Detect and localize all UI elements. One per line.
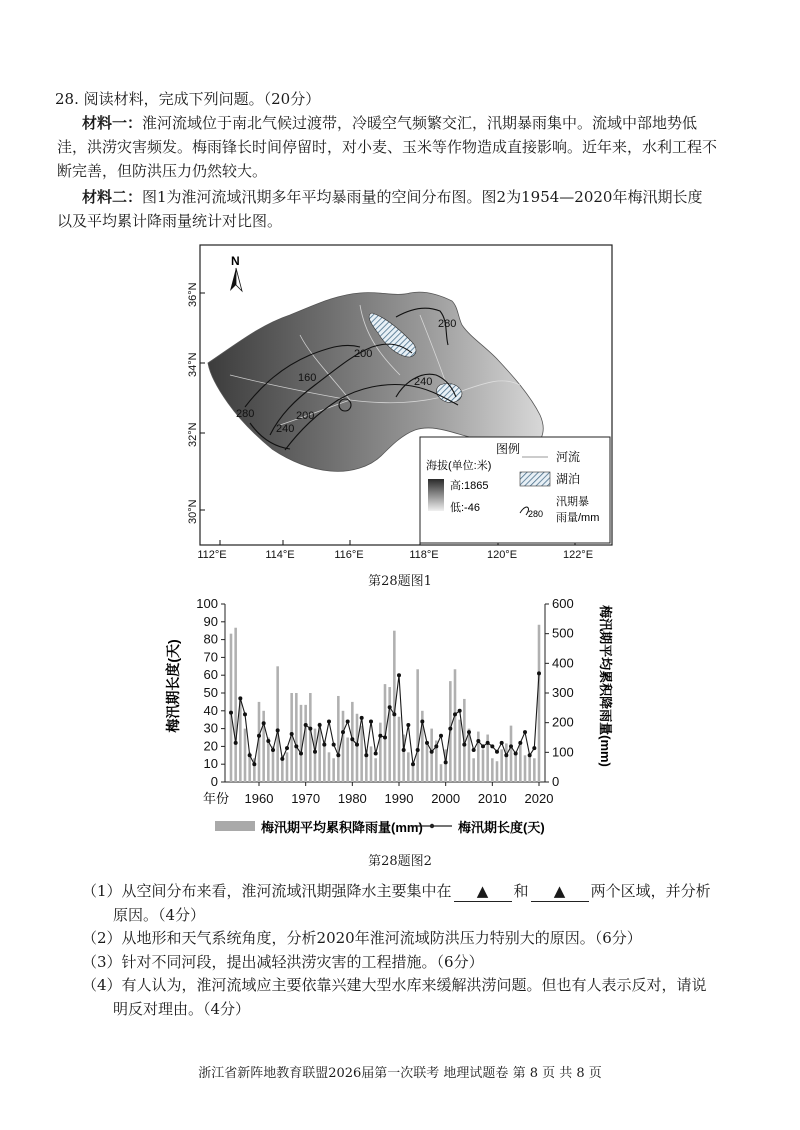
x-tick-label: 2000 <box>431 791 461 806</box>
rainfall-bar <box>300 705 303 782</box>
duration-point <box>500 741 504 745</box>
lon-label: 116°E <box>334 549 364 561</box>
legend-contour-b: 雨量/mm <box>556 512 600 524</box>
duration-point <box>378 734 382 738</box>
rainfall-bar <box>323 740 326 782</box>
rainfall-bar <box>538 625 541 782</box>
x-axis-label: 年份 <box>203 791 230 806</box>
answer-blank-2[interactable] <box>531 881 589 902</box>
contour-label: 200 <box>354 348 373 360</box>
legend-contour-a: 汛期暴 <box>556 496 589 508</box>
duration-point <box>262 721 266 725</box>
y-tick-label: 10 <box>203 756 218 772</box>
rainfall-bar <box>230 634 233 782</box>
material1-label: 材料一： <box>82 114 143 132</box>
lon-label: 118°E <box>409 549 439 561</box>
duration-point <box>481 744 485 748</box>
material1-line1 <box>82 113 697 133</box>
y2-tick-label: 400 <box>552 655 574 671</box>
x-tick-label: 2020 <box>524 791 554 806</box>
rainfall-bar <box>496 761 499 782</box>
rainfall-bar <box>351 702 354 782</box>
y-tick-label: 40 <box>203 702 218 718</box>
question-number: 28. <box>55 90 79 108</box>
duration-point <box>434 744 438 748</box>
duration-point <box>355 743 359 747</box>
y2-tick-label: 200 <box>552 714 574 730</box>
duration-point <box>523 730 527 734</box>
legend-elevation-title: 海拔(单位:米) <box>426 460 492 472</box>
lon-label: 120°E <box>486 549 518 561</box>
duration-point <box>248 753 252 757</box>
rainfall-bar <box>337 696 340 782</box>
legend-river: 河流 <box>556 450 581 464</box>
map-legend <box>420 437 610 543</box>
question-2: （2）从地形和天气系统角度，分析2020年淮河流域防洪压力特别大的原因。（6分） <box>82 929 642 947</box>
y-tick-label: 90 <box>203 613 218 629</box>
rainfall-bar <box>309 693 312 782</box>
duration-point <box>490 744 494 748</box>
duration-point <box>234 741 238 745</box>
figure1-map <box>0 235 800 565</box>
material1-line2: 洼，洪涝灾害频发。梅雨锋长时间停留时，对小麦、玉米等作物造成直接影响。近年来，水利工程不 <box>57 138 718 156</box>
q1-mark1: ▲ <box>476 882 489 900</box>
rainfall-bars <box>230 625 541 782</box>
rainfall-bar <box>304 705 307 782</box>
rainfall-bar <box>426 743 429 782</box>
lat-label: 34°N <box>187 352 199 377</box>
rainfall-bar <box>342 711 345 782</box>
duration-point <box>369 719 373 723</box>
duration-point <box>257 734 261 738</box>
north-label: N <box>231 254 240 268</box>
duration-point <box>537 671 541 675</box>
figure2-chart <box>0 592 800 837</box>
y-axis-right-label: 梅汛期平均累积降雨量(mm) <box>598 605 613 767</box>
duration-point <box>514 752 518 756</box>
rainfall-bar <box>234 628 237 782</box>
duration-point <box>360 716 364 720</box>
x-tick-label: 1980 <box>337 791 367 806</box>
duration-point <box>276 728 280 732</box>
duration-point <box>402 748 406 752</box>
duration-point <box>518 741 522 745</box>
duration-point <box>430 750 434 754</box>
x-tick-label: 2010 <box>477 791 507 806</box>
page-footer: 浙江省新阵地教育联盟2026届第一次联考 地理试题卷 第 8 页 共 8 页 <box>198 1066 602 1081</box>
duration-point <box>528 753 532 757</box>
material2-label: 材料二： <box>82 188 143 206</box>
legend-bar-swatch <box>215 821 255 831</box>
y-tick-label: 80 <box>203 631 218 647</box>
duration-point <box>294 744 298 748</box>
contour-label: 240 <box>276 423 295 435</box>
lon-label: 122°E <box>562 549 594 561</box>
legend-low: 低:-46 <box>450 502 480 514</box>
contour-label: 280 <box>438 318 457 330</box>
duration-point <box>476 739 480 743</box>
question-stem-text: 阅读材料，完成下列问题。（20分） <box>83 90 321 108</box>
duration-point <box>420 719 424 723</box>
y-tick-label: 20 <box>203 738 218 754</box>
rainfall-bar <box>528 755 531 782</box>
duration-point <box>495 750 499 754</box>
y2-tick-label: 300 <box>552 685 574 700</box>
q1-mark2: ▲ <box>553 882 566 900</box>
q1-text-a: （1）从空间分布来看，淮河流域汛期强降水主要集中在 <box>82 882 452 900</box>
rainfall-bar <box>374 758 377 782</box>
rainfall-bar <box>276 666 279 782</box>
rainfall-bar <box>519 743 522 782</box>
duration-point <box>467 730 471 734</box>
y2-tick-label: 0 <box>552 774 560 789</box>
lat-label: 30°N <box>187 499 199 524</box>
rainfall-bar <box>356 714 359 782</box>
x-tick-label: 1960 <box>244 791 274 806</box>
duration-point <box>318 723 322 727</box>
duration-point <box>374 752 378 756</box>
legend-line-label: 梅汛期长度(天) <box>458 820 545 835</box>
rainfall-bar <box>524 755 527 782</box>
duration-point <box>341 730 345 734</box>
duration-point <box>290 732 294 736</box>
contour-label: 280 <box>236 408 255 420</box>
duration-point <box>425 741 429 745</box>
rainfall-bar <box>360 726 363 782</box>
rainfall-bar <box>314 729 317 782</box>
duration-point <box>439 734 443 738</box>
duration-point <box>238 696 242 700</box>
question-4-line2: 明反对理由。（4分） <box>113 1000 251 1018</box>
rainfall-bar <box>533 758 536 782</box>
legend-lake: 湖泊 <box>556 472 581 486</box>
elevation-ramp <box>428 479 444 511</box>
y-tick-label: 50 <box>203 685 218 700</box>
rainfall-bar <box>244 729 247 782</box>
rainfall-bar <box>505 743 508 782</box>
rainfall-bar <box>407 752 410 782</box>
duration-point <box>364 753 368 757</box>
rainfall-bar <box>514 752 517 782</box>
rainfall-bar <box>346 738 349 783</box>
duration-point <box>322 743 326 747</box>
duration-point <box>280 757 284 761</box>
y2-tick-label: 600 <box>552 596 574 611</box>
rainfall-bar <box>454 669 457 782</box>
question-1-line1 <box>82 881 711 902</box>
contour-label: 200 <box>296 410 315 422</box>
y-tick-label: 30 <box>203 720 218 736</box>
duration-point <box>266 739 270 743</box>
rainfall-bar <box>500 749 503 782</box>
material1-text1: 淮河流域位于南北气候过渡带，冷暖空气频繁交汇，汛期暴雨集中。流域中部地势低 <box>142 114 698 132</box>
duration-point <box>350 737 354 741</box>
duration-point <box>411 762 415 766</box>
rainfall-bar <box>267 738 270 783</box>
question-stem <box>55 89 320 109</box>
y-tick-label: 100 <box>196 596 218 611</box>
duration-point <box>299 752 303 756</box>
duration-point <box>383 736 387 740</box>
duration-point <box>332 743 336 747</box>
y-tick-label: 0 <box>210 774 218 789</box>
duration-point <box>327 719 331 723</box>
rainfall-bar <box>370 746 373 782</box>
legend-title: 图例 <box>496 442 521 456</box>
duration-point <box>271 748 275 752</box>
duration-point <box>252 762 256 766</box>
rainfall-bar <box>398 717 401 782</box>
lat-label: 36°N <box>187 282 199 307</box>
material2-line2: 以及平均累计降雨量统计对比图。 <box>57 212 283 230</box>
lon-label: 112°E <box>197 549 227 561</box>
legend-high: 高:1865 <box>450 480 489 492</box>
y-tick-label: 70 <box>203 649 218 665</box>
legend-bar-label: 梅汛期平均累积降雨量(mm) <box>261 820 423 835</box>
duration-point <box>397 673 401 677</box>
duration-point <box>448 727 452 731</box>
rainfall-bar <box>482 749 485 782</box>
q1-and: 和 <box>513 882 529 900</box>
rainfall-bar <box>379 723 382 782</box>
y2-tick-label: 500 <box>552 625 574 641</box>
legend-line-marker <box>430 824 434 828</box>
q1-text-b: 两个区域，并分析 <box>590 882 711 900</box>
rainfall-bar <box>286 752 289 782</box>
duration-point <box>285 746 289 750</box>
question-4-line1: （4）有人认为，淮河流域应主要依靠兴建大型水库来缓解洪涝问题。但也有人表示反对，请说 <box>82 976 707 994</box>
question-1-line2: 原因。（4分） <box>113 906 206 924</box>
duration-point <box>444 760 448 764</box>
contour-label: 240 <box>414 376 433 388</box>
duration-point <box>388 705 392 709</box>
duration-point <box>453 712 457 716</box>
rainfall-bar <box>328 752 331 782</box>
rainfall-bar <box>458 720 461 782</box>
duration-point <box>336 753 340 757</box>
rainfall-bar <box>332 758 335 782</box>
rainfall-bar <box>295 693 298 782</box>
duration-point <box>532 746 536 750</box>
answer-blank-1[interactable] <box>454 881 512 902</box>
figure1-caption: 第28题图1 <box>368 574 432 589</box>
duration-point <box>472 748 476 752</box>
material2-line1 <box>82 187 702 207</box>
lake-legend-icon <box>520 472 550 486</box>
material1-line3: 断完善，但防洪压力仍然较大。 <box>57 162 268 180</box>
legend-contour-sample: 280 <box>528 509 544 519</box>
lon-label: 114°E <box>265 549 295 561</box>
rainfall-bar <box>388 687 391 782</box>
y-axis-left-label: 梅汛期长度(天) <box>165 639 181 733</box>
duration-point <box>308 727 312 731</box>
y2-tick-label: 100 <box>552 744 574 760</box>
material2-text1: 图1为淮河流域汛期多年平均暴雨量的空间分布图。图2为1954—2020年梅汛期长度 <box>142 188 703 206</box>
duration-point <box>486 741 490 745</box>
duration-point <box>392 712 396 716</box>
duration-point <box>313 750 317 754</box>
duration-point <box>406 723 410 727</box>
rainfall-bar <box>472 758 475 782</box>
rainfall-bar <box>510 726 513 782</box>
question-3: （3）针对不同河段，提出减轻洪涝灾害的工程措施。（6分） <box>82 953 484 971</box>
contour-label: 160 <box>298 372 317 384</box>
duration-point <box>229 711 233 715</box>
y-tick-label: 60 <box>203 667 218 683</box>
duration-point <box>304 723 308 727</box>
duration-point <box>462 743 466 747</box>
duration-point <box>243 712 247 716</box>
rainfall-bar <box>412 764 415 782</box>
rainfall-bar <box>416 669 419 782</box>
lat-label: 32°N <box>187 422 199 447</box>
duration-point <box>346 719 350 723</box>
rainfall-bar <box>430 729 433 782</box>
duration-point <box>504 753 508 757</box>
rainfall-bar <box>491 758 494 782</box>
duration-point <box>458 709 462 713</box>
duration-point <box>509 744 513 748</box>
figure2-caption: 第28题图2 <box>368 854 432 869</box>
x-tick-label: 1990 <box>384 791 414 806</box>
rainfall-bar <box>440 764 443 782</box>
x-tick-label: 1970 <box>291 791 321 806</box>
duration-point <box>416 748 420 752</box>
